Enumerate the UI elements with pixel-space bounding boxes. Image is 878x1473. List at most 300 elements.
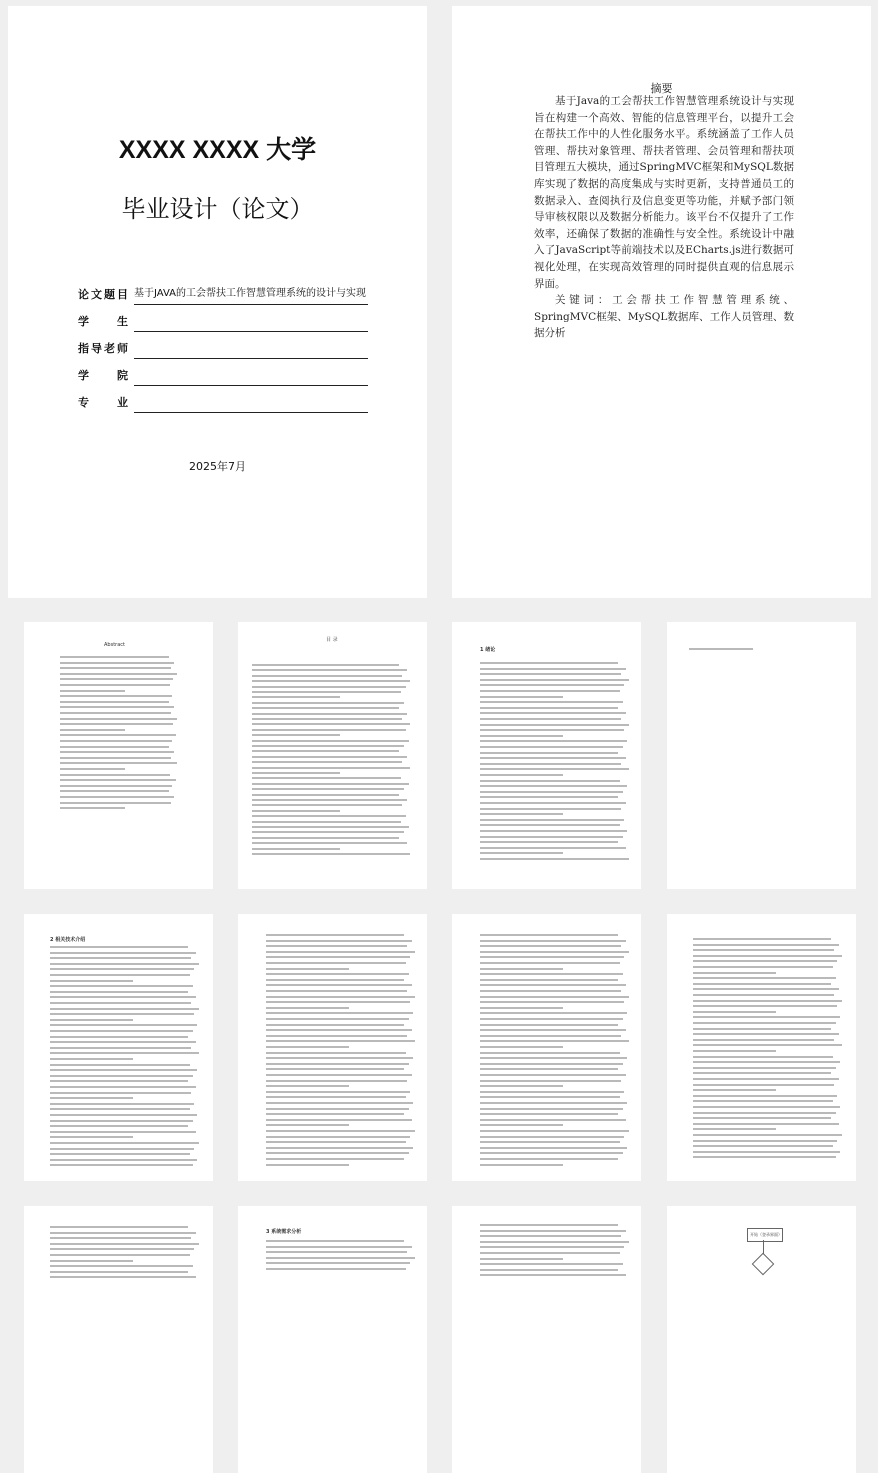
- thumb-text-line: [480, 724, 629, 726]
- thumb-text-line: [480, 1130, 629, 1132]
- thumb-page-ch2[interactable]: [24, 914, 213, 1181]
- thumb-text-line: [50, 1142, 199, 1144]
- thumb-text-line: [480, 945, 621, 947]
- thumb-text-line: [693, 1134, 842, 1136]
- thumb-text-line: [266, 1012, 413, 1014]
- thumb-text-line: [480, 1024, 618, 1026]
- thumb-text-line: [480, 690, 620, 692]
- thumb-text-line: [693, 1145, 833, 1147]
- thumb-text-line: [252, 772, 340, 774]
- thumb-text-line: [693, 972, 776, 974]
- thumb-text-line: [252, 810, 340, 812]
- thumb-text-line: [266, 962, 406, 964]
- field-value: [134, 311, 368, 332]
- thumb-text-line: [252, 783, 409, 785]
- thumb-text-line: [480, 1074, 626, 1076]
- thumb-text-line: [480, 1258, 563, 1260]
- thumb-text-line: [252, 848, 340, 850]
- thumb-text-line: [480, 1046, 563, 1048]
- thumb-text-line: [693, 983, 831, 985]
- thumb-text-line: [266, 934, 404, 936]
- thumb-text-line: [252, 794, 399, 796]
- thumb-text-line: [266, 1035, 407, 1037]
- thumb-text-line: [266, 1085, 349, 1087]
- thumb-page-abstract-en[interactable]: [24, 622, 213, 889]
- thumb-text-line: [480, 1057, 627, 1059]
- thumb-text-line: [266, 1029, 412, 1031]
- field-value: [134, 365, 368, 386]
- thumb-text-line: [266, 945, 407, 947]
- thumb-text-line: [252, 767, 410, 769]
- thumb-text-line: [252, 664, 399, 666]
- field-value: [134, 338, 368, 359]
- thumb-text-line: [480, 934, 618, 936]
- thumb-text-line: [50, 1103, 194, 1105]
- cover-date: 2025年7月: [189, 460, 246, 473]
- thumb-text-line: [252, 691, 401, 693]
- thumb-text-line: [480, 824, 620, 826]
- thumb-text-line: [480, 1263, 623, 1265]
- thumb-text-line: [266, 1018, 409, 1020]
- thumb-text-line: [60, 673, 177, 675]
- thumb-text-line: [480, 1136, 624, 1138]
- thumb-text-line: [50, 1243, 199, 1245]
- thumb-text-line: [480, 1158, 618, 1160]
- thumb-text-line: [266, 968, 349, 970]
- thumb-text-line: [50, 952, 196, 954]
- thumb-text-line: [266, 1074, 412, 1076]
- thumb-page-toc[interactable]: [238, 622, 427, 889]
- thumb-text-line: [266, 940, 412, 942]
- thumb-text-line: [60, 751, 174, 753]
- thumb-text-line: [480, 1007, 563, 1009]
- thumb-text-line: [50, 991, 188, 993]
- thumb-text-line: [693, 966, 833, 968]
- thumb-text-line: [60, 802, 171, 804]
- thumb-text-line: [480, 785, 627, 787]
- thumb-text-line: [60, 740, 172, 742]
- thumb-text-line: [480, 802, 626, 804]
- thumb-text-line: [50, 980, 133, 982]
- thumb-text-line: [252, 777, 401, 779]
- thumb-text-line: [60, 723, 173, 725]
- thumb-text-line: [689, 648, 753, 650]
- field-label: 学生: [78, 315, 128, 328]
- thumb-text-line: [266, 984, 412, 986]
- thumb-text-line: [50, 1153, 190, 1155]
- thumb-text-line: [480, 1235, 621, 1237]
- thumb-text-line: [480, 791, 623, 793]
- thumb-text-line: [480, 1124, 563, 1126]
- thumb-text-line: [50, 1047, 191, 1049]
- thumb-text-line: [480, 962, 620, 964]
- thumb-text-line: [693, 938, 831, 940]
- abstract-keywords: 关键词：工会帮扶工作智慧管理系统、SpringMVC框架、MySQL数据库、工作人员管理、数据分析: [534, 294, 794, 340]
- thumb-text-line: [693, 1000, 842, 1002]
- thumb-text-line: [480, 836, 623, 838]
- thumb-text-line: [266, 956, 410, 958]
- thumb-text-line: [50, 1125, 188, 1127]
- thumb-text-line: [50, 1008, 199, 1010]
- thumb-text-line: [50, 996, 196, 998]
- thumb-text-line: [60, 768, 125, 770]
- thumb-text-line: [480, 1018, 623, 1020]
- thumb-text-line: [50, 1013, 194, 1015]
- thumb-text-line: [60, 667, 171, 669]
- thumb-text-line: [50, 1232, 196, 1234]
- thumb-text-line: [480, 1119, 626, 1121]
- thumb-text-line: [266, 1113, 404, 1115]
- thumb-text-line: [50, 1164, 193, 1166]
- abstract-heading: 摘要: [650, 82, 673, 95]
- thumb-text-line: [252, 734, 340, 736]
- cover-page: [8, 6, 427, 598]
- abstract-page: [452, 6, 871, 598]
- field-label: 专业: [78, 396, 128, 409]
- abstract-body: [534, 93, 794, 342]
- field-advisor: [78, 338, 368, 360]
- thumb-text-line: [266, 1246, 412, 1248]
- thumb-text-line: [252, 788, 404, 790]
- thumb-text-line: [50, 1064, 190, 1066]
- thumb-text-line: [252, 815, 406, 817]
- thumb-text-line: [50, 1159, 197, 1161]
- thumb-text-line: [60, 774, 170, 776]
- thumb-text-line: [266, 1124, 349, 1126]
- thumb-text-line: [252, 821, 401, 823]
- thumb-text-line: [252, 729, 406, 731]
- thumb-text-line: [480, 1274, 626, 1276]
- thumb-text-line: [693, 1072, 831, 1074]
- thumb-text-line: [252, 842, 407, 844]
- thumb-text-line: [693, 1044, 842, 1046]
- thumb-text-line: [266, 1141, 406, 1143]
- thumb-text-line: [480, 858, 629, 860]
- field-major: [78, 392, 368, 414]
- thumb-text-line: [50, 963, 199, 965]
- thumb-page-ch1[interactable]: [452, 622, 641, 889]
- thumb-text-line: [693, 1039, 834, 1041]
- thumb-text-line: [50, 1086, 196, 1088]
- thumb-text-line: [50, 1271, 188, 1273]
- field-topic: [78, 284, 368, 306]
- thumb-text-line: [252, 826, 409, 828]
- thumb-text-line: [480, 796, 618, 798]
- thumb-text-line: [480, 841, 618, 843]
- thumb-text-line: [266, 1040, 415, 1042]
- thumb-text-line: [50, 1114, 197, 1116]
- thumb-text-line: [480, 808, 621, 810]
- thumb-text-line: [693, 1078, 839, 1080]
- thumb-text-line: [480, 707, 618, 709]
- thumb-text-line: [50, 1260, 133, 1262]
- thumb-text-line: [480, 1164, 563, 1166]
- thumb-text-line: [693, 1117, 831, 1119]
- thumb-text-line: [252, 702, 404, 704]
- thumb-text-line: [693, 1151, 840, 1153]
- thumb-text-line: [266, 1068, 404, 1070]
- university-name: XXXX XXXX 大学: [118, 136, 317, 164]
- thesis-type-title: 毕业设计（论文）: [121, 195, 314, 223]
- thumb-text-line: [60, 779, 176, 781]
- field-label: 论文题目: [78, 288, 128, 301]
- thumb-text-line: [266, 1063, 409, 1065]
- thumb-text-line: [480, 684, 624, 686]
- thumb-text-line: [60, 807, 125, 809]
- thumb-text-line: [266, 951, 415, 953]
- thumb-text-line: [480, 752, 618, 754]
- thumb-heading: 1 绪论: [480, 647, 496, 653]
- thumb-text-line: [266, 990, 407, 992]
- thumb-text-line: [693, 1156, 836, 1158]
- thumb-text-line: [693, 1140, 837, 1142]
- thumb-text-line: [480, 1152, 623, 1154]
- thumb-text-line: [60, 729, 125, 731]
- thumb-text-line: [252, 723, 410, 725]
- field-college: [78, 365, 368, 387]
- thumb-text-line: [50, 957, 191, 959]
- thumb-text-line: [266, 1119, 412, 1121]
- thumb-text-line: [480, 996, 629, 998]
- thumb-text-line: [480, 668, 626, 670]
- thumb-text-line: [252, 707, 399, 709]
- thumb-text-line: [50, 1069, 197, 1071]
- thumb-text-line: [480, 968, 563, 970]
- thumb-text-line: [252, 680, 410, 682]
- thumb-heading: 目 录: [326, 637, 338, 643]
- thumb-page-ch1-cont[interactable]: [667, 622, 856, 889]
- thumb-text-line: [693, 1005, 837, 1007]
- thumb-text-line: [252, 750, 399, 752]
- thumb-text-line: [60, 662, 174, 664]
- thumb-text-line: [480, 819, 624, 821]
- thumb-text-line: [252, 837, 399, 839]
- flowchart-start-label: 开始（登录界面）: [750, 1232, 782, 1237]
- thumb-heading: 2 相关技术介绍: [50, 937, 86, 943]
- thumb-text-line: [480, 712, 626, 714]
- thumb-text-line: [693, 977, 836, 979]
- thumb-text-line: [266, 1257, 415, 1259]
- thumb-text-line: [266, 1251, 407, 1253]
- thumb-text-line: [693, 1106, 840, 1108]
- thumb-text-line: [480, 1035, 621, 1037]
- thumb-text-line: [480, 1012, 627, 1014]
- thumb-text-line: [60, 734, 176, 736]
- thumb-text-line: [480, 735, 563, 737]
- thumb-text-line: [50, 1030, 193, 1032]
- thumb-text-line: [50, 1041, 196, 1043]
- thumb-text-line: [480, 1241, 629, 1243]
- thumb-text-line: [50, 1002, 191, 1004]
- thumb-text-line: [480, 956, 624, 958]
- thumb-text-line: [480, 1068, 618, 1070]
- thumb-text-line: [693, 1095, 837, 1097]
- thumb-text-line: [50, 968, 194, 970]
- abstract-paragraph: 基于Java的工会帮扶工作智慧管理系统设计与实现旨在构建一个高效、智能的信息管理平台，以提升工会在帮扶工作中的人性化服务水平。系统涵盖了工作人员管理、帮扶对象管理、帮扶者管理、会员管理和帮扶项目管理五大模块，通过SpringMVC框架和MySQL数据库实现了数据的高度集成与实时更新，支持普通员工的数据录入、查阅执行及信息变更等功能，并赋予部门领导审核权限以及数据分析能力。该平台不仅提升了工作效率，还确保了数据的准确性与安全性。系统设计中融入了JavaScript等前端技术以及ECharts.js进行数据可视化处理，在实现高效管理的同时提供直观的信息展示界面。: [534, 95, 794, 290]
- thumb-text-line: [266, 1057, 413, 1059]
- thumb-page-flowchart[interactable]: [667, 1206, 856, 1473]
- thumb-text-line: [50, 1276, 196, 1278]
- thumb-heading: Abstract: [104, 642, 125, 648]
- thumb-text-line: [266, 1158, 404, 1160]
- thumb-text-line: [50, 1120, 193, 1122]
- thumb-text-line: [50, 1136, 133, 1138]
- thumb-text-line: [252, 686, 406, 688]
- thumb-text-line: [480, 1246, 624, 1248]
- thumb-page-ch3[interactable]: [238, 1206, 427, 1473]
- thumb-text-line: [480, 830, 627, 832]
- thumb-text-line: [480, 1001, 624, 1003]
- thumb-text-line: [60, 678, 173, 680]
- thumb-text-line: [252, 831, 404, 833]
- thumb-text-line: [480, 852, 563, 854]
- thumb-text-line: [693, 1112, 836, 1114]
- thumb-text-line: [693, 1033, 839, 1035]
- thumb-text-line: [252, 745, 404, 747]
- thumb-text-line: [50, 1237, 191, 1239]
- thumb-text-line: [60, 690, 125, 692]
- flowchart-decision-diamond: [752, 1253, 775, 1276]
- thumb-text-line: [266, 1152, 409, 1154]
- thumb-text-line: [693, 1128, 776, 1130]
- thumb-page-ch2-b[interactable]: [238, 914, 427, 1181]
- thumb-text-line: [693, 1016, 840, 1018]
- thumb-text-line: [266, 1164, 349, 1166]
- thumb-text-line: [480, 979, 618, 981]
- thumb-text-line: [252, 756, 407, 758]
- thumb-page-ch2-e[interactable]: [24, 1206, 213, 1473]
- thumb-text-line: [266, 996, 415, 998]
- thumb-text-line: [480, 1085, 563, 1087]
- thumb-page-ch3-b[interactable]: [452, 1206, 641, 1473]
- thumb-text-line: [60, 718, 177, 720]
- thumb-text-line: [480, 763, 621, 765]
- thumb-text-line: [693, 1084, 834, 1086]
- thumb-text-line: [480, 774, 563, 776]
- thumb-text-line: [480, 1224, 618, 1226]
- thumb-text-line: [60, 796, 174, 798]
- thumb-text-line: [480, 1063, 623, 1065]
- thumb-text-line: [266, 979, 404, 981]
- field-student: [78, 311, 368, 333]
- thumb-text-line: [480, 1113, 618, 1115]
- thumb-text-line: [480, 740, 627, 742]
- thumb-page-ch2-c[interactable]: [452, 914, 641, 1181]
- thumb-text-line: [60, 684, 170, 686]
- thumb-text-line: [693, 994, 834, 996]
- thumb-text-line: [266, 1001, 410, 1003]
- thumb-text-line: [480, 1096, 620, 1098]
- thumb-text-line: [50, 1036, 188, 1038]
- thumb-text-line: [480, 1029, 626, 1031]
- thumb-text-line: [252, 718, 402, 720]
- thumb-text-line: [50, 1019, 133, 1021]
- thumb-text-line: [266, 1130, 415, 1132]
- thumb-text-line: [266, 1136, 410, 1138]
- thumb-text-line: [266, 1262, 410, 1264]
- thumb-text-line: [50, 1058, 133, 1060]
- thumb-text-line: [50, 985, 193, 987]
- thumb-text-line: [60, 701, 169, 703]
- thumb-text-line: [266, 1091, 410, 1093]
- thumb-text-line: [252, 713, 407, 715]
- thumb-text-line: [480, 1141, 620, 1143]
- thumb-text-line: [693, 1011, 776, 1013]
- thumb-text-line: [60, 706, 174, 708]
- thumb-text-line: [693, 955, 842, 957]
- thumb-text-line: [480, 701, 623, 703]
- thumb-text-line: [693, 1123, 839, 1125]
- thumb-text-line: [693, 944, 839, 946]
- thumb-text-line: [60, 656, 169, 658]
- thumb-text-line: [60, 712, 171, 714]
- thumb-text-line: [693, 1050, 776, 1052]
- thumb-text-line: [60, 757, 171, 759]
- thumb-text-line: [480, 990, 621, 992]
- thumb-text-line: [50, 1131, 196, 1133]
- thumb-text-line: [480, 673, 621, 675]
- thumb-text-line: [693, 1100, 833, 1102]
- thumb-text-line: [252, 740, 409, 742]
- thumb-text-line: [480, 973, 623, 975]
- thumb-heading: 3 系统需求分析: [266, 1229, 302, 1235]
- thumb-text-line: [480, 1252, 620, 1254]
- thumb-text-line: [480, 1080, 621, 1082]
- thumb-text-line: [50, 974, 190, 976]
- thumb-text-line: [50, 1265, 193, 1267]
- thumb-text-line: [693, 1067, 836, 1069]
- thumb-text-line: [480, 768, 629, 770]
- thumb-text-line: [50, 1108, 190, 1110]
- thumb-text-line: [252, 804, 402, 806]
- thumb-text-line: [266, 1052, 406, 1054]
- thumb-text-line: [480, 951, 629, 953]
- thumb-text-line: [266, 1147, 413, 1149]
- thumb-text-line: [480, 984, 626, 986]
- thumb-text-line: [266, 1080, 407, 1082]
- thumb-text-line: [60, 762, 177, 764]
- thumb-page-ch2-d[interactable]: [667, 914, 856, 1181]
- thumb-text-line: [693, 1056, 833, 1058]
- thumb-text-line: [50, 1024, 197, 1026]
- thumb-text-line: [50, 1148, 194, 1150]
- thumb-text-line: [693, 960, 837, 962]
- thumb-text-line: [480, 729, 624, 731]
- thumb-text-line: [693, 949, 834, 951]
- thumb-text-line: [693, 1089, 776, 1091]
- thumb-text-line: [480, 1040, 629, 1042]
- thumb-text-line: [480, 1108, 623, 1110]
- thumb-text-line: [266, 973, 409, 975]
- thumb-text-line: [480, 696, 563, 698]
- thumb-text-line: [480, 718, 621, 720]
- thumb-text-line: [266, 1046, 349, 1048]
- thumb-text-line: [480, 746, 623, 748]
- thumb-text-line: [50, 1080, 188, 1082]
- thumb-text-line: [693, 988, 839, 990]
- thumb-text-line: [480, 1147, 627, 1149]
- thumb-text-line: [480, 1091, 624, 1093]
- thumb-text-line: [266, 1102, 413, 1104]
- thumb-text-line: [693, 1028, 831, 1030]
- thumb-text-line: [480, 662, 618, 664]
- thumb-text-line: [50, 1254, 190, 1256]
- thumb-text-line: [50, 1097, 133, 1099]
- thumb-text-line: [480, 679, 629, 681]
- thumb-text-line: [60, 695, 172, 697]
- thumb-text-line: [266, 1240, 404, 1242]
- thumb-text-line: [266, 1096, 406, 1098]
